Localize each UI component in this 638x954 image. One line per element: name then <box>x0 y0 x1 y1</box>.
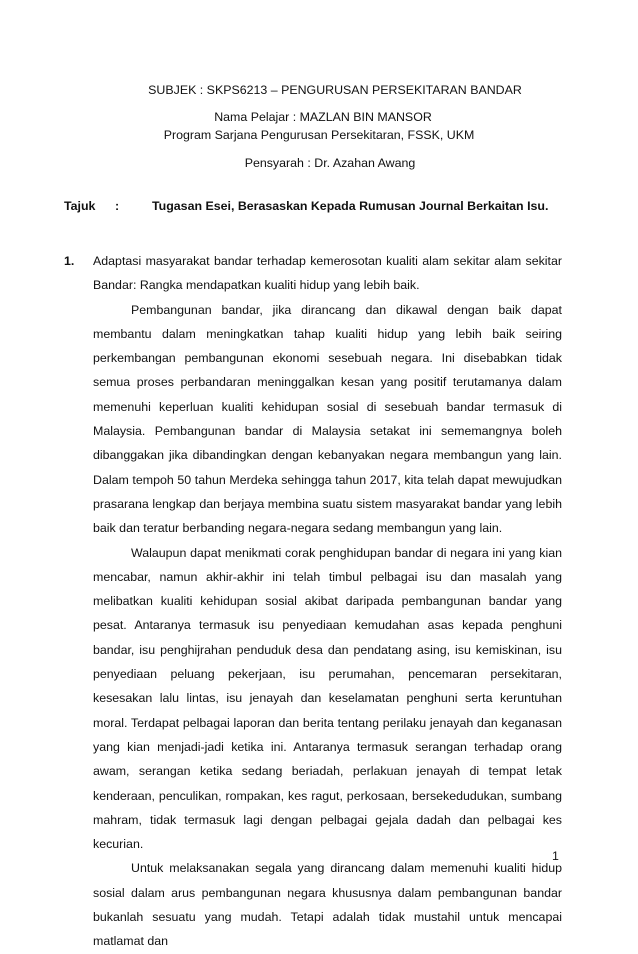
subject-text: SUBJEK : SKPS6213 – PENGURUSAN PERSEKITARAN BANDAR <box>148 83 522 97</box>
lecturer-line <box>0 156 638 170</box>
paragraph-1: Pembangunan bandar, jika dirancang dan dikawal dengan baik dapat membantu dalam meningkatkan tahap kualiti hidup yang lebih baik seiring perkembangan pembangunan ekonomi sesebuah negara. Ini disebabkan tidak semua proses perbandaran meninggalkan kesan yang positif terutamanya dalam memenuhi keperluan kualiti kehidupan sosial di sesebuah bandar termasuk di Malaysia. Pembangunan bandar di Malaysia setakat ini sememangnya boleh dibanggakan jika dibandingkan dengan kebanyakan negara membangun yang lain. Dalam tempoh 50 tahun Merdeka sehingga tahun 2017, kita telah dapat mewujudkan prasarana lengkap dan berjaya membina suatu sistem masyarakat bandar yang lebih baik dan teratur berbanding negara-negara sedang membangun yang lain. <box>93 302 562 536</box>
subject-line <box>0 83 638 97</box>
student-name-line <box>0 110 638 124</box>
section-1 <box>64 249 562 954</box>
paragraph-2: Walaupun dapat menikmati corak penghidupan bandar di negara ini yang kian mencabar, namun akhir-akhir ini telah timbul pelbagai isu dan masalah yang melibatkan kualiti kehidupan sosial akibat daripada pembangunan bandar yang pesat. Antaranya termasuk isu penyediaan kemudahan asas kepada penghuni bandar, isu penghijrahan penduduk desa dan pendatang asing, isu kemiskinan, isu penyediaan peluang pekerjaan, isu perumahan, pencemaran persekitaran, kesesakan lalu lintas, isu jenayah dan keselamatan penghuni serta keruntuhan moral. Terdapat pelbagai laporan dan berita tentang perilaku jenayah dan keganasan yang kian menjadi-jadi ketika ini. Antaranya termasuk serangan terhadap orang awam, serangan ketika sedang beriadah, perlakuan jenayah di tempat letak kenderaan, penculikan, rompakan, kes ragut, perkosaan, bersekedudukan, sumbang mahram, tidak termasuk lagi dengan pelbagai gejala dadah dan pelbagai kes kecurian. <box>93 545 562 852</box>
student-name-text: Nama Pelajar : MAZLAN BIN MANSOR <box>214 110 432 124</box>
page-number: 1 <box>552 849 559 863</box>
title-colon: : <box>115 199 120 213</box>
section-heading: Adaptasi masyarakat bandar terhadap kemerosotan kualiti alam sekitar alam sekitar Bandar: Rangka mendapatkan kualiti hidup yang lebih baik. <box>93 254 562 293</box>
lecturer-text: Pensyarah : Dr. Azahan Awang <box>244 156 416 170</box>
title-row <box>64 199 584 213</box>
program-line <box>0 128 638 142</box>
program-text: Program Sarjana Pengurusan Persekitaran, FSSK, UKM <box>163 128 475 142</box>
title-label: Tajuk <box>64 199 96 213</box>
title-text: Tugasan Esei, Berasaskan Kepada Rumusan Journal Berkaitan Isu. <box>152 199 549 213</box>
essay-body <box>64 249 562 954</box>
section-number: 1. <box>64 254 75 268</box>
paragraph-3: Untuk melaksanakan segala yang dirancang dalam memenuhi kualiti hidup sosial dalam arus pembangunan negara khususnya dalam pembangunan bandar bukanlah sesuatu yang mudah. Tetapi adalah tidak mustahil untuk mencapai matlamat dan <box>93 861 562 949</box>
